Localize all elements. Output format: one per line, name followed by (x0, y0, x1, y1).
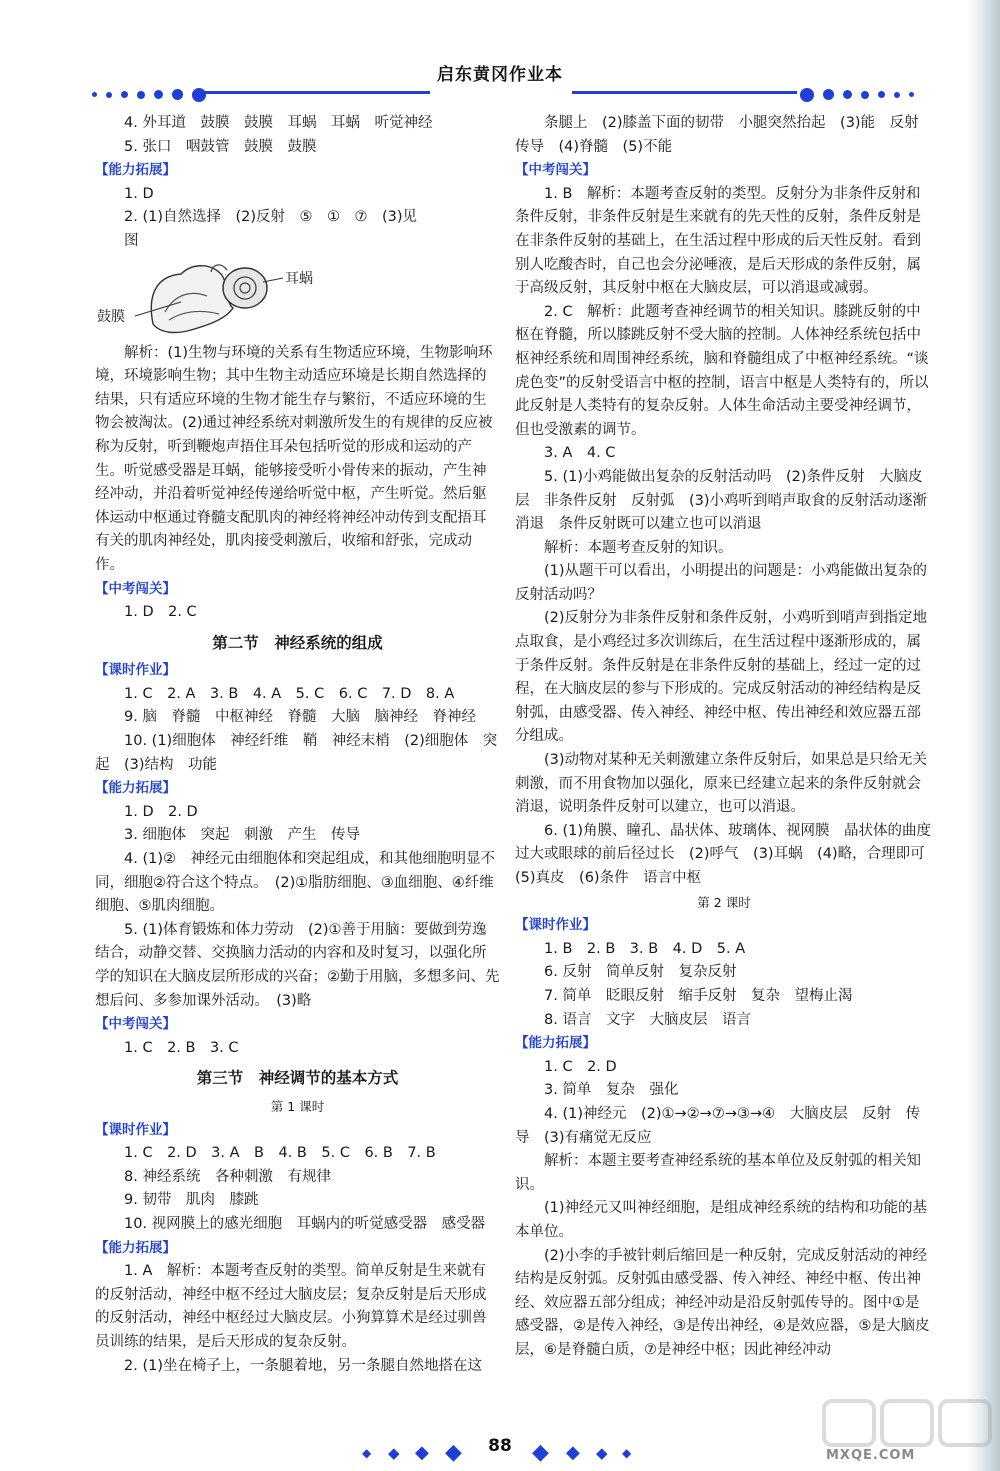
answer-line: 解析：本题主要考查神经系统的基本单位及反射弧的相关知识。 (515, 1153, 921, 1193)
answer-line: 3. 简单 复杂 强化 (544, 1082, 679, 1099)
section-label: 【能力拓展】 (95, 780, 176, 797)
header-rule-left (205, 91, 430, 94)
answer-line: 1. A 解析：本题考查反射的类型。简单反射是生来就有的反射活动，神经中枢不经过大脑皮层；复杂反射是后天形成的反射活动，神经中枢经过大脑皮层。小狗算算术是经过驯兽员训练的结果，是后天形成的复杂反射。 (95, 1263, 487, 1350)
figure-label-eardrum: 鼓膜 (97, 308, 125, 325)
answer-line: 3. 细胞体 突起 刺激 产生 传导 (124, 827, 360, 844)
answer-line: 1. D 2. D (124, 803, 198, 820)
answer-line: 1. C 2. B 3. C (124, 1039, 239, 1056)
answer-line: 7. 简单 眨眼反射 缩手反射 复杂 望梅止渴 (544, 987, 853, 1004)
page-header (0, 58, 1000, 100)
answer-line: 5. 张口 咽鼓管 鼓膜 鼓膜 (124, 138, 317, 155)
answer-line: 1. B 2. B 3. B 4. D 5. A (544, 940, 746, 957)
lesson-label: 第 2 课时 (697, 894, 751, 910)
section-label: 【课时作业】 (95, 1121, 176, 1138)
answer-line: 4. (1)② 神经元由细胞体和突起组成，和其他细胞明显不同，细胞②符合这个特点。 (2)①脂肪细胞、③血细胞、④纤维细胞、⑤肌肉细胞。 (95, 851, 495, 915)
answer-line: 1. D (124, 185, 154, 202)
section-heading: 第三节 神经调节的基本方式 (196, 1069, 399, 1088)
answer-line: 1. C 2. D 3. A B 4. B 5. C 6. B 7. B (124, 1145, 436, 1162)
answer-line: 2. (1)坐在椅子上，一条腿着地，另一条腿自然地搭在这 (124, 1357, 482, 1374)
answer-line: (3)动物对某种无关刺激建立条件反射后，如果总是只给无关刺激，而不用食物加以强化，原来已经建立起来的条件反射就会消退，说明条件反射可以建立，也可以消退。 (515, 752, 928, 816)
answer-line: 6. 反射 简单反射 复杂反射 (544, 964, 737, 981)
answer-line: (2)小李的手被针刺后缩回是一种反射，完成反射活动的神经结构是反射弧。反射弧由感受器、传入神经、神经中枢、传出神经、效应器五部分组成；神经冲动是沿反射弧传导的。图中①是感受器，②是传入神经，③是传出神经，④是效应器，⑤是大脑皮层，⑥是脊髓白质，⑦是神经中枢；因此神经冲动 (515, 1247, 930, 1358)
answer-line: 4. (1)神经元 (2)①→②→⑦→③→④ 大脑皮层 反射 传导 (3)有痛觉无反应 (515, 1105, 921, 1146)
section-label: 【能力拓展】 (95, 162, 176, 179)
answer-line: 5. (1)小鸡能做出复杂的反射活动吗 (2)条件反射 大脑皮层 非条件反射 反射弧 (3)小鸡听到哨声取食的反射活动逐渐消退 条件反射既可以建立也可以消退 (515, 468, 928, 533)
answer-line: 解析：本题考查反射的知识。 (544, 539, 733, 556)
answer-line: (1)神经元又叫神经细胞，是组成神经系统的结构和功能的基本单位。 (515, 1200, 928, 1240)
answer-line: 9. 韧带 肌肉 膝跳 (124, 1192, 259, 1209)
answer-line: 3. A 4. C (544, 445, 616, 462)
answer-line: 8. 神经系统 各种刺激 有规律 (124, 1168, 331, 1185)
section-label: 【课时作业】 (515, 917, 596, 934)
answer-line: 6. (1)角膜、瞳孔、晶状体、玻璃体、视网膜 晶状体的曲度过大或眼球的前后径过长 (2)呼气 (3)耳蜗 (4)略，合理即可 (5)真皮 (6)条件 语言中枢 (515, 822, 940, 886)
page-edge-shadow (966, 0, 1000, 1471)
answer-line: 10. 视网膜上的感光细胞 耳蜗内的听觉感受器 感受器 (124, 1215, 486, 1232)
right-column (515, 112, 940, 1362)
answer-line: 5. (1)体育锻炼和体力劳动 (2)①善于用脑：要做到劳逸结合，动静交替、交换脑力活动的内容和及时复习，以强化所学的知识在大脑皮层所形成的兴奋；②勤于用脑，多想多问、先想后问、多参加课外活动。 (3)略 (95, 921, 500, 1009)
answer-line: 10. (1)细胞体 神经纤维 鞘 神经末梢 (2)细胞体 突起 (3)结构 功能 (95, 733, 498, 773)
page-title: 启东黄冈作业本 (437, 65, 563, 85)
lesson-label: 第 1 课时 (270, 1098, 325, 1114)
header-dots-right (800, 84, 923, 103)
left-column (95, 112, 500, 1378)
page-number: 88 (488, 1436, 512, 1456)
figure-label-cochlea: 耳蜗 (285, 270, 313, 287)
answer-line: 1. C 2. D (544, 1058, 617, 1075)
section-label: 【中考闯关】 (95, 580, 176, 597)
answer-line: (2)反射分为非条件反射和条件反射，小鸡听到哨声到指定地点取食，是小鸡经过多次训练后，在生活过程中逐渐形成的，属于条件反射。条件反射是在非条件反射的基础上，经过一定的过程，在大脑皮层的参与下形成的。完成反射活动的神经结构是反射弧，由感受器、传入神经、神经中枢、传出神经和效应器五部分组成。 (515, 610, 928, 745)
answer-line: 8. 语言 文字 大脑皮层 语言 (544, 1011, 751, 1028)
section-label: 【课时作业】 (95, 662, 176, 679)
answer-line: 4. 外耳道 鼓膜 鼓膜 耳蜗 耳蜗 听觉神经 (124, 115, 433, 131)
header-rule-right (572, 91, 797, 94)
answer-line: 1. D 2. C (124, 604, 197, 621)
answer-line: 1. C 2. A 3. B 4. A 5. C 6. C 7. D 8. A (124, 685, 455, 702)
section-label: 【中考闯关】 (515, 162, 596, 179)
ear-diagram (95, 254, 355, 342)
footer-decoration: ◆ ◆ ◆ ◆ ◆ ◆ ◆ ◆ (362, 1440, 632, 1465)
answer-line: (1)从题干可以看出，小明提出的问题是：小鸡能做出复杂的反射活动吗？ (515, 563, 928, 603)
section-label: 【中考闯关】 (95, 1016, 176, 1033)
answer-line: 条腿上 (2)膝盖下面的韧带 小腿突然抬起 (3)能 反射 传导 (4)脊髓 (5)不能 (515, 115, 934, 155)
answer-line: 图 (124, 232, 139, 249)
watermark-text: MXQE.COM (826, 1448, 916, 1463)
ear-figure (95, 254, 500, 342)
answer-line: 2. (1)自然选择 (2)反射 ⑤ ① ⑦ (3)见 (124, 209, 418, 226)
answer-line: 1. B 解析：本题考查反射的类型。反射分为非条件反射和条件反射，非条件反射是生来就有的先天性的反射，条件反射是在非条件反射的基础上，在生活过程中形成的后天性反射。看到别人吃酸杏时，自己也会分泌唾液，是后天形成的条件反射，属于高级反射，其反射中枢在大脑皮层，可以消退或减弱。 (515, 185, 921, 297)
answer-line: 解析：(1)生物与环境的关系有生物适应环境，生物影响环境，环境影响生物；其中生物主动适应环境是长期自然选择的结果，只有适应环境的生物才能生存与繁衍，不适应环境的生物会被淘汰。(2)通过神经系统对刺激所发生的有规律的反应被称为反射，听到鞭炮声捂住耳朵包括听觉的形成和运动的产生。听觉感受器是耳蜗，能够接受听小骨传来的振动，产生神经冲动，并沿着听觉神经传递给听觉中枢，产生听觉。然后躯体运动中枢通过脊髓支配肌肉的神经将神经冲动传到支配捂耳有关的肌肉神经处，肌肉接受刺激后，收缩和舒张，完成动作。 (95, 344, 493, 573)
answer-line: 2. C 解析：此题考查神经调节的相关知识。膝跳反射的中枢在脊髓，所以膝跳反射不受大脑的控制。人体神经系统包括中枢神经系统和周围神经系统，脑和脊髓组成了中枢神经系统。“谈虎色变”的反射受语言中枢的控制，语言中枢是人类特有的，所以此反射是人类特有的复杂反射。人体生命活动主要受神经调节，但也受激素的调节。 (515, 303, 929, 438)
section-heading: 第二节 神经系统的组成 (212, 633, 383, 652)
header-dots-left (92, 84, 215, 103)
answer-line: 9. 脑 脊髓 中枢神经 脊髓 大脑 脑神经 脊神经 (124, 709, 476, 726)
section-label: 【能力拓展】 (515, 1035, 596, 1052)
section-label: 【能力拓展】 (95, 1239, 176, 1256)
